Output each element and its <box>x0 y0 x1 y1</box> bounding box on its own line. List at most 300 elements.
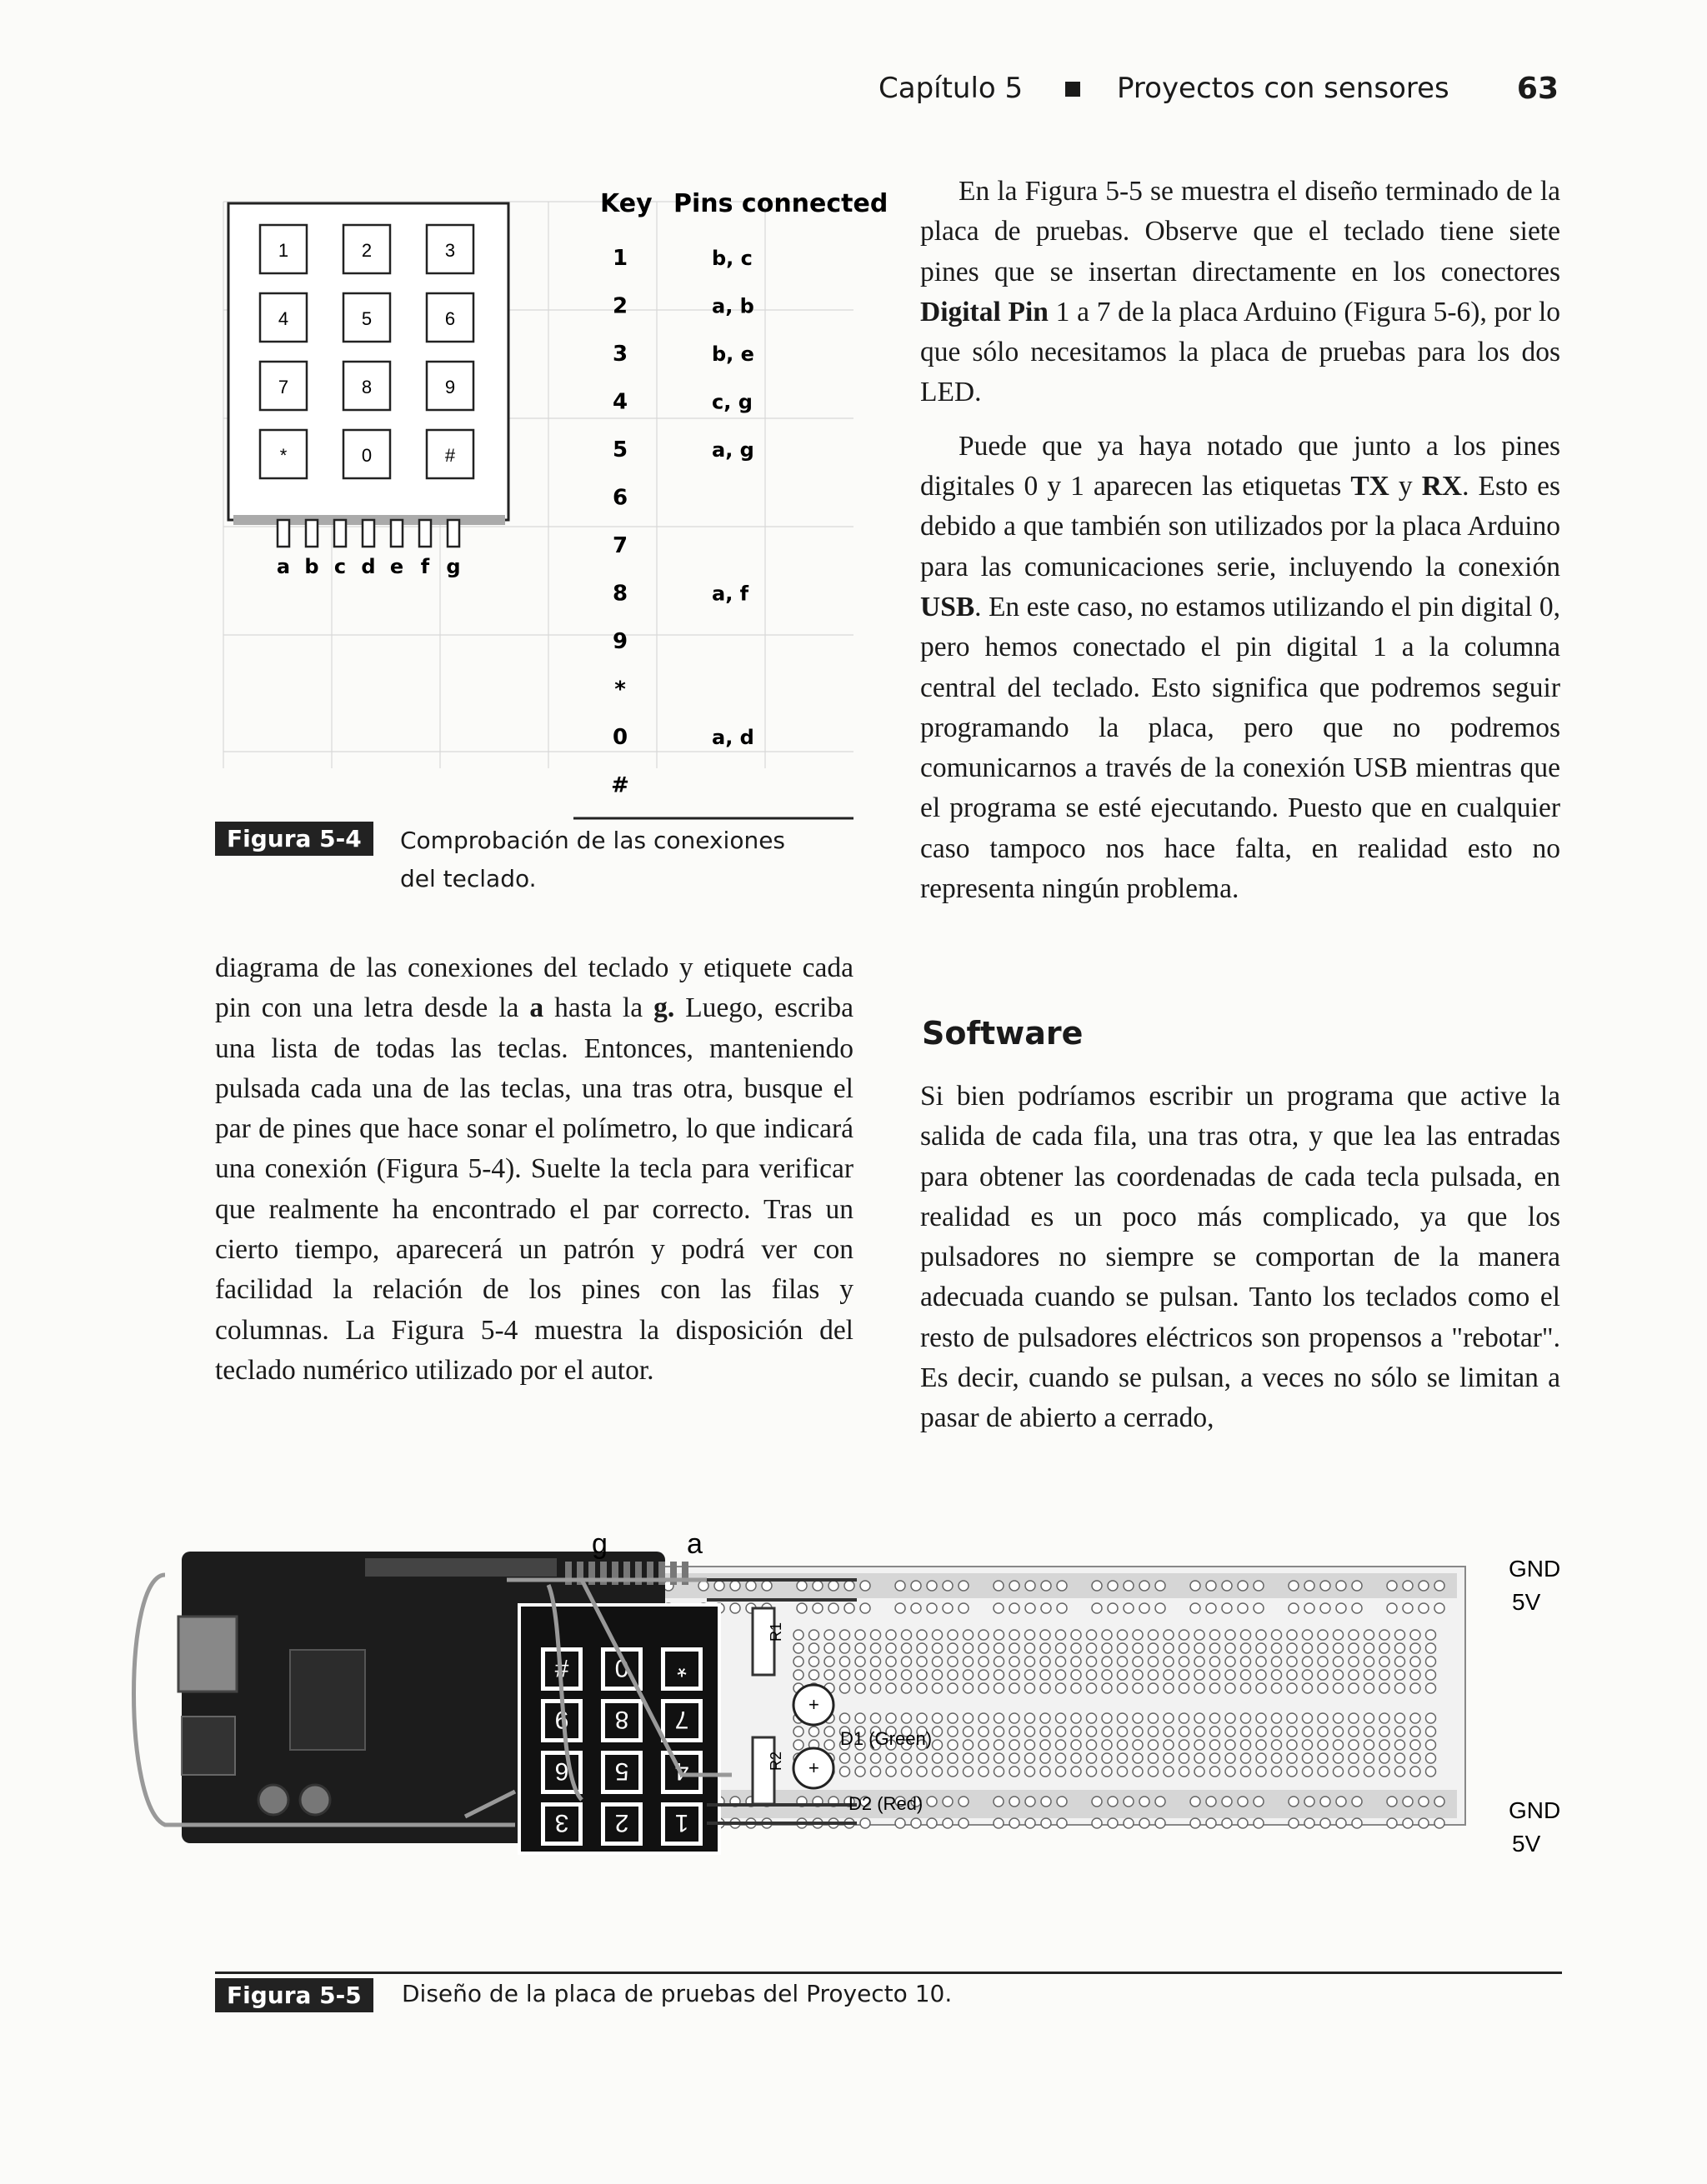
breadboard-hole <box>1179 1713 1189 1723</box>
breadboard-hole <box>1334 1657 1344 1667</box>
breadboard-hole <box>1379 1753 1389 1763</box>
breadboard-hole <box>1426 1767 1436 1777</box>
breadboard-hole <box>1349 1713 1359 1723</box>
breadboard-hole <box>948 1727 958 1737</box>
table-key: 2 <box>612 293 628 319</box>
breadboard-hole <box>1426 1643 1436 1653</box>
breadboard-hole <box>1179 1683 1189 1693</box>
keypad-key-label: 4 <box>674 1757 689 1785</box>
breadboard-hole <box>1087 1643 1097 1653</box>
breadboard-hole <box>1087 1630 1097 1640</box>
breadboard-hole <box>1256 1630 1266 1640</box>
rail-hole <box>1419 1818 1429 1828</box>
left-column <box>215 948 854 1391</box>
breadboard-hole <box>933 1683 943 1693</box>
breadboard-hole <box>1395 1767 1405 1777</box>
breadboard-hole <box>1071 1727 1081 1737</box>
breadboard-hole <box>933 1643 943 1653</box>
table-key: 1 <box>612 246 628 271</box>
keypad-pin <box>419 520 431 547</box>
breadboard-hole <box>1164 1767 1174 1777</box>
breadboard-hole <box>1287 1670 1297 1680</box>
breadboard-hole <box>1364 1683 1374 1693</box>
breadboard-hole <box>1087 1683 1097 1693</box>
pin-letter: a <box>276 555 291 578</box>
r1-label: R1 <box>768 1622 784 1642</box>
breadboard-hole <box>1287 1727 1297 1737</box>
power-jack <box>182 1717 235 1775</box>
breadboard-hole <box>1349 1657 1359 1667</box>
breadboard-hole <box>1364 1657 1374 1667</box>
breadboard-hole <box>1410 1753 1420 1763</box>
table-key: 8 <box>612 581 628 607</box>
page-number: 63 <box>1516 72 1559 106</box>
breadboard-hole <box>871 1767 881 1777</box>
breadboard-hole <box>1179 1753 1189 1763</box>
caption-line: Comprobación de las conexiones <box>400 827 786 854</box>
breadboard-hole <box>1179 1630 1189 1640</box>
breadboard-hole <box>948 1767 958 1777</box>
led1-label: D1 (Green) <box>840 1728 933 1749</box>
breadboard-hole <box>948 1643 958 1653</box>
breadboard-hole <box>1379 1643 1389 1653</box>
breadboard-hole <box>964 1753 974 1763</box>
breadboard-hole <box>1241 1643 1251 1653</box>
breadboard-hole <box>1379 1727 1389 1737</box>
breadboard-hole <box>902 1683 912 1693</box>
breadboard-hole <box>1225 1740 1235 1750</box>
breadboard-hole <box>1364 1753 1374 1763</box>
pin-letter: f <box>420 555 430 578</box>
rail-hole <box>860 1818 870 1828</box>
breadboard-hole <box>1241 1727 1251 1737</box>
rail-hole <box>1289 1581 1299 1591</box>
breadboard-hole <box>1179 1643 1189 1653</box>
rail-hole <box>1041 1818 1051 1828</box>
breadboard-hole <box>1194 1753 1204 1763</box>
rail-hole <box>1057 1603 1067 1613</box>
figure-5-5 <box>215 1525 1562 1875</box>
rail-hole <box>1254 1581 1264 1591</box>
breadboard-hole <box>840 1683 850 1693</box>
breadboard-hole <box>1087 1670 1097 1680</box>
breadboard-hole <box>1241 1740 1251 1750</box>
breadboard-hole <box>1303 1753 1313 1763</box>
breadboard-hole <box>1225 1767 1235 1777</box>
breadboard-hole <box>1056 1767 1066 1777</box>
rail-hole <box>1403 1581 1413 1591</box>
rail-hole <box>1009 1797 1019 1807</box>
breadboard-hole <box>917 1713 927 1723</box>
breadboard-hole <box>1379 1657 1389 1667</box>
breadboard-hole <box>1364 1740 1374 1750</box>
breadboard-hole <box>1025 1630 1035 1640</box>
breadboard-hole <box>1164 1670 1174 1680</box>
breadboard-hole <box>979 1657 989 1667</box>
capacitor <box>300 1785 330 1815</box>
rail-hole <box>1009 1581 1019 1591</box>
breadboard-hole <box>1040 1753 1050 1763</box>
rail-hole <box>860 1581 870 1591</box>
breadboard-hole <box>994 1713 1004 1723</box>
rail-hole <box>1190 1818 1200 1828</box>
rail-hole <box>1009 1818 1019 1828</box>
5v-label: 5V <box>1512 1831 1541 1857</box>
right-column-top <box>920 172 1560 909</box>
breadboard-hole <box>1118 1630 1128 1640</box>
keypad-key-label: 9 <box>554 1706 569 1733</box>
breadboard-hole <box>1087 1727 1097 1737</box>
breadboard-hole <box>1225 1657 1235 1667</box>
rail-hole <box>1025 1818 1035 1828</box>
breadboard-hole <box>1256 1767 1266 1777</box>
breadboard-hole <box>809 1630 819 1640</box>
breadboard-hole <box>979 1727 989 1737</box>
rail-hole <box>1434 1818 1444 1828</box>
breadboard-hole <box>933 1727 943 1737</box>
rail-hole <box>1289 1818 1299 1828</box>
keypad-key-label: 4 <box>278 308 289 329</box>
breadboard-hole <box>793 1657 803 1667</box>
breadboard-hole <box>1118 1753 1128 1763</box>
breadboard-hole <box>1334 1713 1344 1723</box>
breadboard-hole <box>1364 1713 1374 1723</box>
breadboard-hole <box>1071 1740 1081 1750</box>
breadboard-hole <box>1194 1767 1204 1777</box>
breadboard-hole <box>1009 1683 1019 1693</box>
breadboard-hole <box>964 1727 974 1737</box>
breadboard-hole <box>1410 1630 1420 1640</box>
breadboard-hole <box>1009 1670 1019 1680</box>
rail-hole <box>1139 1818 1149 1828</box>
keypad-pin <box>448 520 459 547</box>
breadboard-hole <box>979 1767 989 1777</box>
rail-hole <box>1403 1818 1413 1828</box>
rail-hole <box>1387 1581 1397 1591</box>
breadboard-hole <box>948 1670 958 1680</box>
breadboard-hole <box>886 1643 896 1653</box>
breadboard-hole <box>1071 1683 1081 1693</box>
breadboard-hole <box>1272 1630 1282 1640</box>
breadboard-hole <box>979 1683 989 1693</box>
breadboard-hole <box>1164 1683 1174 1693</box>
rail-hole <box>1124 1818 1134 1828</box>
breadboard-hole <box>948 1740 958 1750</box>
breadboard-hole <box>994 1740 1004 1750</box>
breadboard-hole <box>1256 1670 1266 1680</box>
rail-hole <box>895 1818 905 1828</box>
breadboard-hole <box>1395 1630 1405 1640</box>
rail-hole <box>746 1581 756 1591</box>
breadboard-hole <box>933 1753 943 1763</box>
rail-hole <box>1352 1581 1362 1591</box>
breadboard-hole <box>1349 1630 1359 1640</box>
table-key: 5 <box>612 437 628 462</box>
rail-hole <box>1419 1797 1429 1807</box>
rail-hole <box>828 1603 838 1613</box>
breadboard-hole <box>871 1670 881 1680</box>
breadboard-hole <box>1426 1753 1436 1763</box>
breadboard-hole <box>1179 1727 1189 1737</box>
rail-hole <box>1139 1797 1149 1807</box>
breadboard-hole <box>1287 1713 1297 1723</box>
breadboard-hole <box>1210 1713 1220 1723</box>
breadboard-hole <box>1133 1670 1143 1680</box>
rail-hole <box>1238 1603 1248 1613</box>
breadboard-hole <box>1272 1740 1282 1750</box>
breadboard-hole <box>1349 1727 1359 1737</box>
breadboard-hole <box>1040 1670 1050 1680</box>
rail-hole <box>943 1581 953 1591</box>
breadboard-hole <box>1194 1657 1204 1667</box>
pin-a-label: a <box>687 1528 703 1560</box>
breadboard-hole <box>979 1713 989 1723</box>
breadboard-layout <box>215 1525 1562 1875</box>
section-title: Proyectos con sensores <box>1117 72 1449 105</box>
breadboard-hole <box>1334 1753 1344 1763</box>
breadboard-hole <box>1364 1643 1374 1653</box>
breadboard-hole <box>964 1630 974 1640</box>
right-column-bottom <box>920 1077 1560 1439</box>
breadboard-hole <box>948 1753 958 1763</box>
breadboard-hole <box>1334 1727 1344 1737</box>
rail-hole <box>797 1581 807 1591</box>
breadboard-hole <box>1426 1657 1436 1667</box>
usb-connector <box>178 1617 237 1692</box>
rail-hole <box>714 1581 724 1591</box>
breadboard-hole <box>855 1753 865 1763</box>
table-key: # <box>611 772 629 798</box>
breadboard-hole <box>1009 1713 1019 1723</box>
breadboard-hole <box>1410 1670 1420 1680</box>
breadboard-hole <box>1272 1753 1282 1763</box>
breadboard-hole <box>1179 1657 1189 1667</box>
rail-hole <box>1320 1603 1330 1613</box>
breadboard-hole <box>1241 1683 1251 1693</box>
breadboard-hole <box>855 1630 865 1640</box>
breadboard-hole <box>1025 1643 1035 1653</box>
breadboard-hole <box>1025 1727 1035 1737</box>
breadboard-hole <box>1056 1683 1066 1693</box>
rail-hole <box>895 1603 905 1613</box>
breadboard-hole <box>1303 1643 1313 1653</box>
breadboard-hole <box>1133 1713 1143 1723</box>
breadboard-hole <box>1164 1643 1174 1653</box>
breadboard-hole <box>840 1713 850 1723</box>
breadboard-hole <box>1179 1767 1189 1777</box>
rail-hole <box>959 1603 969 1613</box>
breadboard-hole <box>855 1643 865 1653</box>
breadboard-hole <box>1410 1657 1420 1667</box>
breadboard-hole <box>902 1767 912 1777</box>
breadboard-hole <box>1287 1630 1297 1640</box>
rail-hole <box>1254 1603 1264 1613</box>
figure-label: Figura 5-4 <box>215 822 373 856</box>
breadboard-hole <box>1164 1727 1174 1737</box>
digital-header <box>365 1558 557 1577</box>
breadboard-hole <box>1102 1767 1112 1777</box>
keypad-key-label: 8 <box>361 377 373 397</box>
breadboard-hole <box>1102 1630 1112 1640</box>
breadboard-hole <box>1210 1683 1220 1693</box>
table-pins: a, g <box>712 438 754 462</box>
breadboard-hole <box>994 1767 1004 1777</box>
breadboard-hole <box>1102 1643 1112 1653</box>
chapter-title: Capítulo 5 <box>879 72 1024 105</box>
rail-hole <box>994 1818 1004 1828</box>
breadboard-hole <box>855 1657 865 1667</box>
breadboard-hole <box>840 1767 850 1777</box>
rail-hole <box>1057 1818 1067 1828</box>
rail-hole <box>1108 1797 1118 1807</box>
breadboard-hole <box>1410 1740 1420 1750</box>
breadboard-hole <box>1303 1767 1313 1777</box>
breadboard-hole <box>1025 1767 1035 1777</box>
breadboard-hole <box>933 1767 943 1777</box>
breadboard-hole <box>1118 1657 1128 1667</box>
breadboard-hole <box>1318 1657 1328 1667</box>
breadboard-hole <box>994 1683 1004 1693</box>
keypad-key-label: 1 <box>674 1809 689 1837</box>
led-plus-icon: + <box>808 1757 819 1778</box>
breadboard-hole <box>840 1657 850 1667</box>
breadboard-hole <box>1272 1713 1282 1723</box>
breadboard-hole <box>902 1753 912 1763</box>
breadboard-hole <box>1149 1630 1159 1640</box>
paragraph: Puede que ya haya notado que junto a los pines digitales 0 y 1 aparecen las etiquetas TX y RX. Esto es debido a que también son utilizados por la placa Arduino para las comunicaciones serie, incluyendo la conexión USB. En este caso, no estamos utilizando el pin digital 0, pero hemos conectado el pin digital 1 a la columna central del teclado. Esto significa que podremos seguir programando la placa, pero que no podremos comunicarnos a través de la conexión USB mientras que el programa se esté ejecutando. Puesto que en cualquier caso tampoco nos hace falta, en realidad esto no representa ningún problema. <box>920 430 1560 905</box>
breadboard-hole <box>933 1740 943 1750</box>
keypad-key-label: 3 <box>444 240 456 261</box>
keypad-key-label: 9 <box>444 377 456 397</box>
breadboard-hole <box>1056 1713 1066 1723</box>
breadboard-hole <box>1056 1630 1066 1640</box>
breadboard-hole <box>871 1657 881 1667</box>
rail-hole <box>1434 1603 1444 1613</box>
table-key: 7 <box>612 533 628 558</box>
table-pins: b, e <box>712 342 754 366</box>
breadboard-hole <box>871 1753 881 1763</box>
breadboard-hole <box>793 1643 803 1653</box>
rail-hole <box>1092 1603 1102 1613</box>
breadboard-hole <box>1133 1683 1143 1693</box>
breadboard-hole <box>1025 1753 1035 1763</box>
breadboard-hole <box>1241 1713 1251 1723</box>
led-plus-icon: + <box>808 1694 819 1715</box>
table-key: 3 <box>612 342 628 367</box>
breadboard-hole <box>1225 1643 1235 1653</box>
breadboard-hole <box>1395 1740 1405 1750</box>
breadboard-hole <box>1071 1657 1081 1667</box>
breadboard-hole <box>1210 1630 1220 1640</box>
breadboard-hole <box>1287 1643 1297 1653</box>
rail-hole <box>698 1581 708 1591</box>
breadboard-hole <box>979 1670 989 1680</box>
keypad-key-label: 8 <box>614 1706 629 1733</box>
breadboard-hole <box>1272 1670 1282 1680</box>
breadboard-hole <box>1210 1740 1220 1750</box>
rail-hole <box>1009 1603 1019 1613</box>
keypad-key-label: 6 <box>444 308 456 329</box>
table-key: 6 <box>612 485 628 511</box>
breadboard-hole <box>964 1657 974 1667</box>
rail-hole <box>927 1581 937 1591</box>
keypad-pin <box>363 520 374 547</box>
rail-hole <box>1387 1797 1397 1807</box>
figure-5-4 <box>215 185 889 892</box>
breadboard-hole <box>1118 1740 1128 1750</box>
breadboard-hole <box>1149 1753 1159 1763</box>
breadboard-hole <box>1241 1767 1251 1777</box>
breadboard-hole <box>1256 1753 1266 1763</box>
breadboard-hole <box>917 1753 927 1763</box>
breadboard-hole <box>793 1727 803 1737</box>
breadboard-hole <box>902 1670 912 1680</box>
breadboard-hole <box>1087 1740 1097 1750</box>
breadboard-hole <box>1256 1643 1266 1653</box>
breadboard-hole <box>1194 1670 1204 1680</box>
breadboard-hole <box>1071 1713 1081 1723</box>
breadboard-hole <box>1364 1670 1374 1680</box>
breadboard-hole <box>1410 1643 1420 1653</box>
breadboard-hole <box>1071 1753 1081 1763</box>
breadboard-hole <box>886 1657 896 1667</box>
rail-hole <box>1254 1797 1264 1807</box>
breadboard-hole <box>871 1683 881 1693</box>
breadboard-hole <box>1272 1767 1282 1777</box>
rail-hole <box>994 1797 1004 1807</box>
breadboard-hole <box>1102 1683 1112 1693</box>
rail-hole <box>994 1581 1004 1591</box>
rail-hole <box>1289 1797 1299 1807</box>
breadboard-hole <box>1426 1727 1436 1737</box>
breadboard-hole <box>1056 1670 1066 1680</box>
breadboard-hole <box>1256 1713 1266 1723</box>
breadboard-hole <box>1256 1727 1266 1737</box>
rail-hole <box>943 1797 953 1807</box>
breadboard-hole <box>1318 1630 1328 1640</box>
capacitor <box>258 1785 288 1815</box>
rail-hole <box>927 1818 937 1828</box>
breadboard-hole <box>1056 1727 1066 1737</box>
breadboard-hole <box>1133 1657 1143 1667</box>
rail-hole <box>730 1581 740 1591</box>
breadboard-hole <box>1133 1727 1143 1737</box>
breadboard-hole <box>1318 1767 1328 1777</box>
breadboard-hole <box>1164 1753 1174 1763</box>
breadboard-hole <box>1179 1740 1189 1750</box>
breadboard-hole <box>964 1713 974 1723</box>
breadboard-hole <box>933 1713 943 1723</box>
breadboard-hole <box>1303 1727 1313 1737</box>
breadboard-hole <box>994 1670 1004 1680</box>
breadboard-hole <box>1210 1727 1220 1737</box>
caption-rule <box>215 1972 1562 1974</box>
rail-hole <box>1289 1603 1299 1613</box>
keypad-key-label: 0 <box>361 445 373 466</box>
breadboard-hole <box>1149 1643 1159 1653</box>
rail-hole <box>860 1603 870 1613</box>
breadboard-hole <box>1025 1670 1035 1680</box>
breadboard-hole <box>1334 1740 1344 1750</box>
breadboard-hole <box>1040 1630 1050 1640</box>
breadboard-hole <box>1379 1670 1389 1680</box>
keypad-key-label: 3 <box>554 1809 569 1837</box>
breadboard-hole <box>1364 1767 1374 1777</box>
rail-hole <box>1304 1603 1314 1613</box>
breadboard-hole <box>1056 1657 1066 1667</box>
gnd-label: GND <box>1509 1797 1561 1823</box>
breadboard-hole <box>1426 1713 1436 1723</box>
